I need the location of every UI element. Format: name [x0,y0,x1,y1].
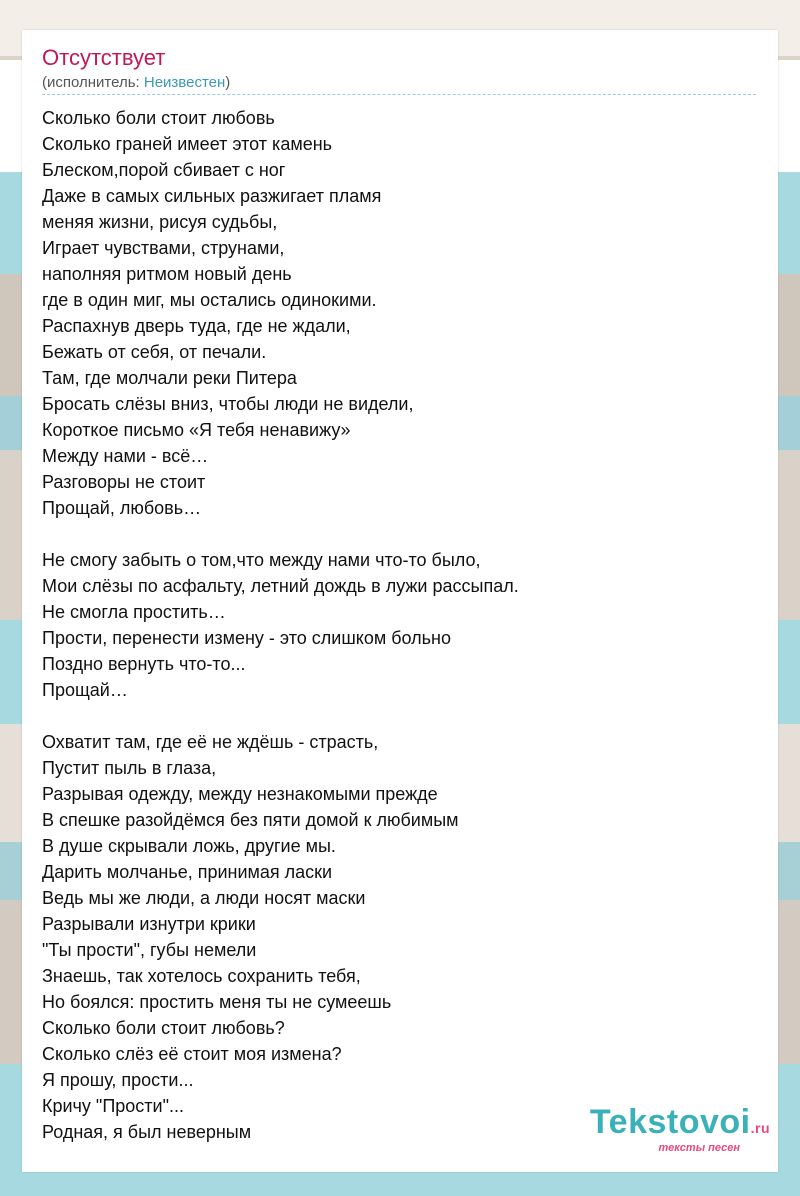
song-title: Отсутствует [42,45,166,70]
lyric-line: Сколько боли стоит любовь [42,108,275,128]
lyrics-text [42,105,752,1145]
stanza-break [42,703,752,729]
lyric-line: Но боялся: простить меня ты не сумеешь [42,992,392,1012]
site-watermark [590,1104,770,1154]
lyric-line: Играет чувствами, струнами, [42,238,285,258]
lyric-line: Не смогу забыть о том,что между нами что-то было, [42,550,481,570]
lyric-line: Бросать слёзы вниз, чтобы люди не видели, [42,394,414,414]
lyric-line: Кричу "Прости"... [42,1096,184,1116]
lyric-line: меняя жизни, рисуя судьбы, [42,212,278,232]
watermark-brand: Tekstovoi [589,1103,751,1141]
lyric-line: Короткое письмо «Я тебя ненавижу» [42,420,351,440]
lyric-line: Разрывая одежду, между незнакомыми прежде [42,784,438,804]
lyric-line: Поздно вернуть что-то... [42,654,246,674]
title-divider [42,94,756,95]
lyric-line: Я прошу, прости... [42,1070,194,1090]
artist-line [42,73,230,93]
artist-suffix: ) [225,74,231,91]
lyric-line: Дарить молчанье, принимая ласки [42,862,333,882]
lyric-line: В спешке разойдёмся без пяти домой к любимым [42,810,459,830]
lyric-line: Распахнув дверь туда, где не ждали, [42,316,351,336]
lyric-line: Там, где молчали реки Питера [42,368,297,388]
artist-link[interactable]: Неизвестен [143,74,226,91]
lyric-line: В душе скрывали ложь, другие мы. [42,836,336,856]
artist-prefix: (исполнитель: [42,74,144,91]
lyric-line: Бежать от себя, от печали. [42,342,267,362]
lyric-line: Знаешь, так хотелось сохранить тебя, [42,966,361,986]
lyric-line: Мои слёзы по асфальту, летний дождь в лужи рассыпал. [42,576,519,596]
lyric-line: "Ты прости", губы немели [42,940,257,960]
lyric-line: Прощай, любовь… [42,498,202,518]
lyric-line: Сколько граней имеет этот камень [42,134,333,154]
lyric-line: Сколько слёз её стоит моя измена? [42,1044,342,1064]
lyric-line: Между нами - всё… [42,446,209,466]
lyric-line: Разговоры не стоит [42,472,206,492]
lyric-line: Пустит пыль в глаза, [42,758,217,778]
lyric-line: Родная, я был неверным [42,1122,252,1142]
lyric-line: Даже в самых сильных разжигает пламя [42,186,382,206]
lyric-line: Блеском,порой сбивает с ног [42,160,286,180]
lyric-line: Не смогла простить… [42,602,226,622]
lyric-line: Прощай… [42,680,128,700]
lyric-line: Охватит там, где её не ждёшь - страсть, [42,732,379,752]
lyric-line: Сколько боли стоит любовь? [42,1018,285,1038]
lyric-line: где в один миг, мы остались одинокими. [42,290,377,310]
watermark-tagline: тексты песен [658,1142,740,1154]
lyrics-card [22,30,778,1172]
lyric-line: Разрывали изнутри крики [42,914,256,934]
stanza-break [42,521,752,547]
lyric-line: Прости, перенести измену - это слишком больно [42,628,451,648]
watermark-domain: .ru [750,1120,770,1136]
watermark-logo [590,1104,770,1146]
lyric-line: наполняя ритмом новый день [42,264,292,284]
lyric-line: Ведь мы же люди, а люди носят маски [42,888,366,908]
